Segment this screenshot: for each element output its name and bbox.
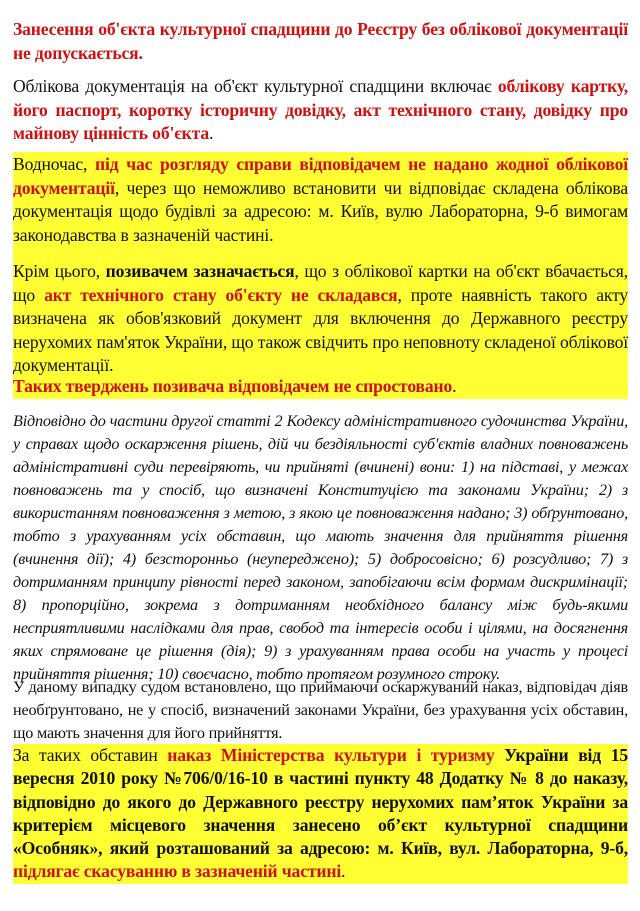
emphasis-red: підлягає скасуванню в зазначеній частині <box>13 861 342 882</box>
text: , через що неможливо встановити чи відповідає складена облікова документація щодо будівлі за адресою: м. Київ, вулю Лабораторна, 9-б вимогам законодавства в зазначеній частині. <box>13 177 628 245</box>
emphasis-bold: України від 15 вересня 2010 року №706/0/16-10 в частині пункту 48 Додатку № 8 до наказу, відповідно до якого до Державного реєстру нерухомих пам’яток України за критерієм місцевого значення занесено об’єкт культурної спадщини «Особняк», який розташований за адресою: м. Київ, вул. Лабораторна, 9-б, <box>13 745 629 859</box>
text: , проте наявність такого акту визначена як обов'язковий документ для включення до Державного реєстру нерухомих пам'яток України, що також свідчить про неповноту складеної облікової документації. <box>13 284 629 375</box>
text-italic: Відповідно до частини другої статті 2 Кодексу адміністративного судочинства України, у справах щодо оскарження рішень, дій чи бездіяльності суб'єктів владних повноважень адміністративні суди перевіряють, чи прийняті (вчинені) вони: 1) на підставі, у межах повноважень та у спосіб, що визначені Конституцією та законами України; 2) з використанням повноваження з метою, з якою це повноваження надано; 3) обґрунтовано, тобто з урахуванням усіх обставин, що мають значення для прийняття рішення (вчинення дії); 4) безсторонньо (неупереджено); 5) добросовісно; 6) розсудливо; 7) з дотриманням принципу рівності перед законом, запобігаючи всім формам дискримінації; 8) пропорційно, зокрема з дотриманням необхідного балансу між будь-якими несприятливими наслідками для прав, свобод та інтересів особи і цілями, на досягнення яких спрямоване це рішення (дія); 9) з урахуванням права особи на участь у процесі прийняття рішення; 10) своєчасно, тобто протягом розумного строку. <box>13 412 628 683</box>
text: Крім цього, <box>13 261 106 281</box>
paragraph-not-refuted <box>13 375 628 399</box>
paragraph-no-documentation <box>13 153 628 247</box>
text: За таких обставин <box>13 745 168 765</box>
text: . <box>452 376 457 396</box>
paragraph-registry-requirement <box>13 18 628 65</box>
emphasis-bold: позивачем зазначається <box>105 261 295 281</box>
highlight-block-2 <box>13 744 628 884</box>
paragraph-documentation-contents <box>13 75 628 146</box>
paragraph-legal-citation <box>13 410 628 686</box>
emphasis-red: Таких тверджень позивача відповідачем не спростовано <box>13 376 453 396</box>
emphasis-red: наказ Міністерства культури і туризму <box>167 745 495 765</box>
emphasis-red: акт технічного стану об'єкту не складався <box>44 284 398 305</box>
emphasis-red: облікову картку, його паспорт, коротку історичну довідку, акт технічного стану, довідку про майнову цінність об'єкта <box>13 76 628 143</box>
paragraph-court-finding <box>13 676 628 745</box>
text: Облікова документація на об'єкт культурної спадщини включає <box>13 76 498 96</box>
text: , що з облікової картки на об'єкт вбачається, що <box>13 261 628 305</box>
paragraph-conclusion <box>13 744 628 884</box>
paragraph-plaintiff-claim <box>13 260 628 378</box>
text: У даному випадку судом встановлено, що приймаючи оскаржуваний наказ, відповідач діяв необґрунтовано, не у спосіб, визначений законами України, без урахування усіх обставин, що мають значення для його прийняття. <box>13 678 628 742</box>
highlight-block-1 <box>13 152 628 399</box>
text: . <box>209 123 214 143</box>
text: Водночас, <box>13 154 95 174</box>
emphasis-red: під час розгляду справи відповідачем не надано жодної облікової документації <box>13 154 628 198</box>
emphasis-red: Занесення об'єкта культурної спадщини до Реєстру без облікової документації не допускається. <box>13 19 628 63</box>
text: . <box>341 861 346 882</box>
